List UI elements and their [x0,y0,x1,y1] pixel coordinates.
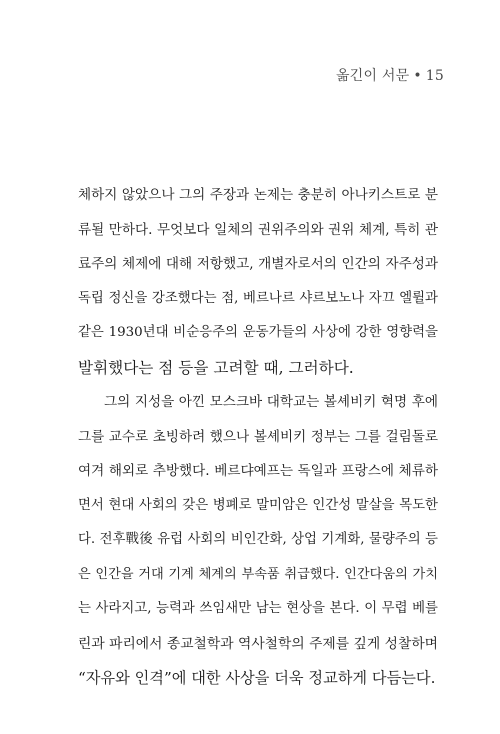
header-separator: • [413,68,422,84]
text-line: 류될 만하다. 무엇보다 일체의 권위주의와 권위 체계, 특히 관 [78,221,438,238]
text-line: 같은 1930년대 비순응주의 운동가들의 사상에 강한 영향력을 [78,325,438,340]
text-line: 그를 교수로 초빙하려 했으나 볼셰비키 정부는 그를 걸림돌로 [78,428,438,445]
text-line: 다. 전후戰後 유럽 사회의 비인간화, 상업 기계화, 물량주의 등 [78,532,438,547]
text-line: 린과 파리에서 종교철학과 역사철학의 주제를 깊게 성찰하며 [78,635,438,652]
text-line: 발휘했다는 점 등을 고려할 때, 그러하다. [78,358,354,377]
text-line: 체하지 않았으나 그의 주장과 논제는 충분히 아나키스트로 분 [78,187,438,203]
paragraph-1 [78,178,438,385]
text-line: 은 인간을 거대 기계 체계의 부속품 취급했다. 인간다움의 가치 [78,566,438,582]
paragraph-2 [78,385,438,696]
text-line: 그의 지성을 아낀 모스크바 대학교는 볼셰비키 혁명 후에 [104,394,438,410]
body-text [78,178,438,696]
running-head [336,65,444,85]
text-line: 료주의 체제에 대해 저항했고, 개별자로서의 인간의 자주성과 [78,256,438,272]
chapter-title: 옮긴이 서문 [336,68,410,84]
text-line: “자유와 인격”에 대한 사상을 더욱 정교하게 다듬는다. [78,669,436,687]
text-line: 독립 정신을 강조했다는 점, 베르나르 샤르보노나 자끄 엘륄과 [78,290,438,306]
page-number: 15 [425,68,444,84]
text-line: 여겨 해외로 추방했다. 베르댜예프는 독일과 프랑스에 체류하 [78,463,438,479]
text-line: 는 사라지고, 능력과 쓰임새만 남는 현상을 본다. 이 무렵 베를 [78,601,438,616]
text-line: 면서 현대 사회의 갖은 병폐로 말미암은 인간성 말살을 목도한 [78,497,438,513]
